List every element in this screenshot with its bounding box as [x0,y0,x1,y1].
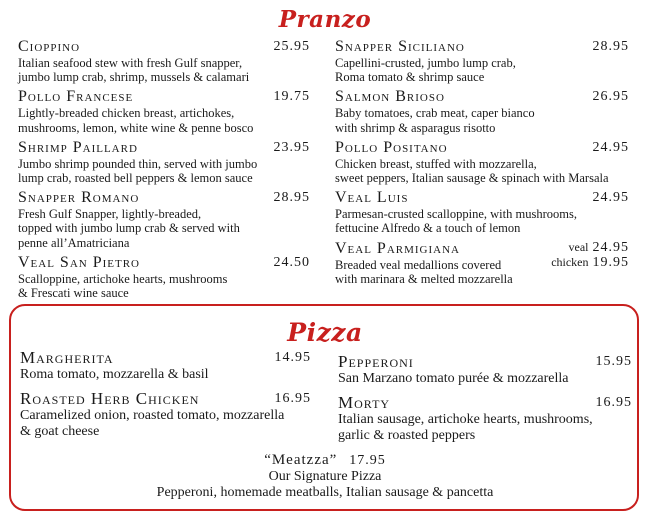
menu-item-snapper-romano [18,189,310,250]
item-name: Margherita [20,348,114,367]
item-description-line: Italian seafood stew with fresh Gulf snapper, [18,56,243,70]
signature-pizza [0,451,650,501]
menu-item-veal-san-pietro [18,254,310,300]
signature-pizza-description: Pepperoni, homemade meatballs, Italian sausage & pancetta [156,485,494,500]
menu-item-pollo-francese [18,88,310,134]
item-description-line: Chicken breast, stuffed with mozzarella, [335,156,537,171]
item-description-line: Capellini-crusted, jumbo lump crab, [335,56,516,70]
menu-item-salmon-brioso [335,88,629,134]
item-description-line: penne all’Amatriciana [18,235,130,250]
pizza-item-morty [338,393,632,444]
item-name: Salmon Brioso [335,88,445,106]
item-description-line: Fresh Gulf Snapper, lightly-breaded, [18,207,202,222]
signature-pizza-subtitle: Our Signature Pizza [268,469,382,484]
item-price: 25.95 [273,39,310,54]
item-description-line: Breaded veal medallions covered [335,257,502,272]
item-description-line: mushrooms, lemon, white wine & penne bosco [18,120,254,135]
chicken-price-label: chicken [551,254,589,269]
item-description-line: Roma tomato, mozzarella & basil [20,367,209,382]
item-name: Cioppino [18,38,81,55]
dual-price-block [551,240,629,270]
pizza-left-column [20,348,311,446]
veal-price-label: veal [568,239,589,254]
item-name: Veal San Pietro [18,253,141,271]
item-name: Roasted Herb Chicken [20,389,200,408]
item-description-line: sweet peppers, Italian sausage & spinach with Marsala [335,171,609,186]
item-description-line: jumbo lump crab, shrimp, mussels & calamari [18,70,250,85]
pranzo-left-column [18,38,310,304]
chicken-price-row [551,255,629,270]
pizza-item-roasted-herb-chicken [20,389,311,440]
signature-pizza-name: “Meatzza” [264,452,338,468]
item-description-line: & goat cheese [20,424,100,439]
pizza-item-pepperoni [338,352,632,387]
item-name: Shrimp Paillard [18,138,138,156]
item-price: 28.95 [592,39,629,54]
pranzo-section-title: Pranzo [278,6,372,33]
item-price: 24.50 [273,254,310,270]
item-description-line: Scalloppine, artichoke hearts, mushrooms [18,271,228,286]
item-description-line: Caramelized onion, roasted tomato, mozzarella [20,408,285,423]
item-price: 16.95 [274,391,311,406]
item-description-line: Roma tomato & shrimp sauce [335,70,485,85]
item-name: Pollo Francese [18,88,134,106]
menu-item-cioppino [18,38,310,84]
item-name: Veal Parmigiana [335,239,460,257]
item-price: 19.75 [273,89,310,105]
item-description-line: Italian sausage, artichoke hearts, mushrooms, [338,412,593,427]
pizza-item-margherita [20,348,311,383]
pizza-right-column [338,352,632,450]
item-name: Morty [338,393,391,412]
item-price: 28.95 [273,190,310,206]
item-price: 24.95 [592,190,629,206]
veal-price-row [551,240,629,255]
chicken-price: 19.95 [592,254,629,270]
menu-item-veal-luis [335,189,629,235]
item-price: 23.95 [273,139,310,155]
item-description-line: San Marzano tomato purée & mozzarella [338,371,569,386]
item-description-line: Baby tomatoes, crab meat, caper bianco [335,106,535,121]
item-name: Pollo Positano [335,138,448,156]
menu-item-snapper-siciliano [335,38,629,84]
veal-price: 24.95 [592,239,629,255]
item-description-line: & Frescati wine sauce [18,286,129,301]
item-description-line: fettucine Alfredo & a touch of lemon [335,221,521,236]
item-description-line: Parmesan-crusted scalloppine, with mushrooms, [335,207,577,222]
item-name: Veal Luis [335,189,409,207]
item-price: 14.95 [274,350,311,365]
item-description-line: Jumbo shrimp pounded thin, served with jumbo [18,156,258,171]
item-price: 15.95 [595,354,632,369]
item-name: Pepperoni [338,352,414,371]
menu-item-veal-parmigiana [335,240,629,286]
item-description-line: lump crab, roasted bell peppers & lemon sauce [18,171,253,186]
item-description-line: topped with jumbo lump crab & served with [18,221,240,236]
signature-pizza-price: 17.95 [349,453,386,468]
item-description-line: Lightly-breaded chicken breast, artichokes, [18,106,235,121]
item-name: Snapper Siciliano [335,38,465,55]
menu-item-shrimp-paillard [18,139,310,185]
item-description-line: with marinara & melted mozzarella [335,271,513,286]
item-description-line: garlic & roasted peppers [338,428,476,443]
item-name: Snapper Romano [18,189,140,207]
item-price: 24.95 [592,139,629,155]
pranzo-right-column [335,38,629,290]
item-price: 26.95 [592,89,629,105]
item-description-line: with shrimp & asparagus risotto [335,120,496,135]
item-price: 16.95 [595,395,632,410]
pizza-section-title: Pizza [287,318,363,347]
menu-item-pollo-positano [335,139,629,185]
